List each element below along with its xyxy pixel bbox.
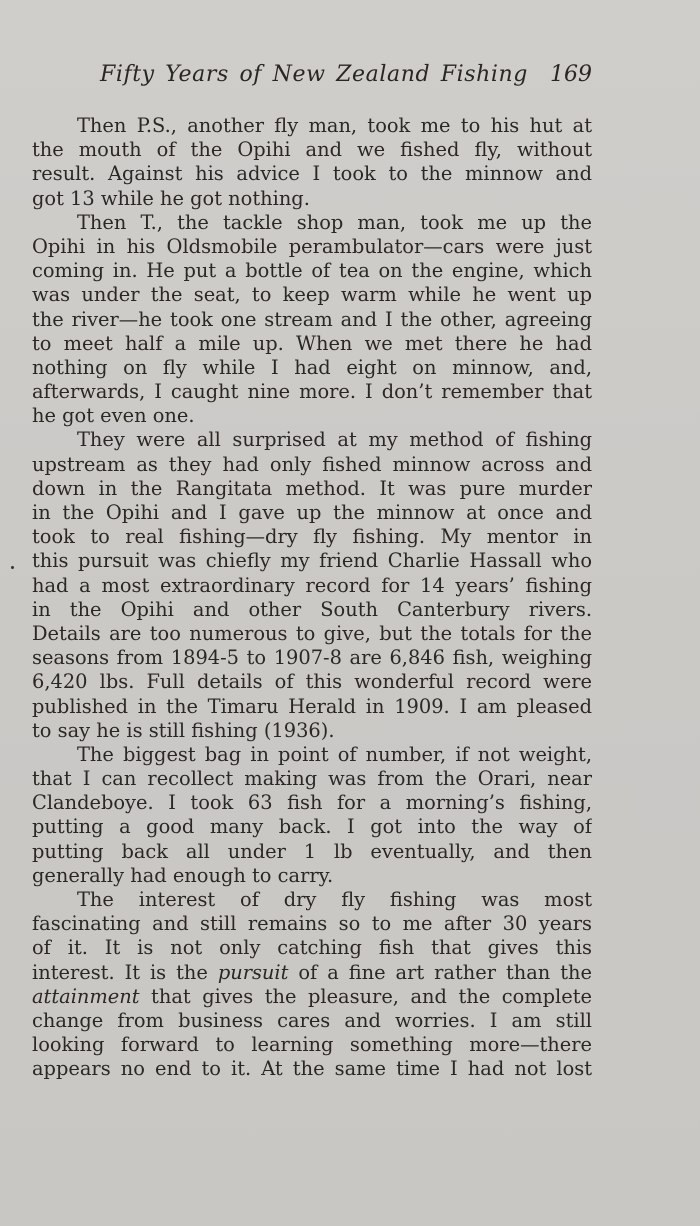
emphasis: attainment — [32, 984, 140, 1008]
margin-speck — [11, 566, 14, 569]
paragraph — [32, 743, 592, 888]
text-line: appears no end to it. At the same time I had not lost — [32, 1057, 592, 1081]
text-line: generally had enough to carry. — [32, 863, 334, 887]
text-line: fascinating and still remains so to me after 30 years — [32, 912, 592, 936]
body-text — [32, 114, 592, 1082]
text-line: Opihi in his Oldsmobile perambulator—cars were just — [32, 234, 592, 258]
text-line: this pursuit was chiefly my friend Charlie Hassall who — [32, 549, 592, 573]
text-line: coming in. He put a bottle of tea on the engine, which — [32, 259, 592, 283]
paragraph — [32, 211, 592, 429]
text-line: looking forward to learning something more—there — [32, 1033, 592, 1057]
text-line: down in the Rangitata method. It was pure murder — [32, 476, 592, 500]
text-line: that I can recollect making was from the Orari, near — [32, 767, 592, 791]
text-line: published in the Timaru Herald in 1909. I am pleased — [32, 694, 592, 718]
text-line: 6,420 lbs. Full details of this wonderful record were — [32, 670, 592, 694]
text-line: interest. It is the pursuit of a fine art rather than the — [32, 960, 592, 984]
text-line: of it. It is not only catching fish that gives this — [32, 936, 592, 960]
paragraph — [32, 428, 592, 742]
page-number: 169 — [550, 62, 592, 87]
running-header — [100, 62, 592, 96]
text-line: to meet half a mile up. When we met there he had — [32, 331, 592, 355]
text-line: putting back all under 1 lb eventually, and then — [32, 839, 592, 863]
text-line: The biggest bag in point of number, if not weight, — [77, 742, 592, 766]
paragraph — [32, 114, 592, 211]
text-line: upstream as they had only fished minnow across and — [32, 452, 592, 476]
text-line: Details are too numerous to give, but the totals for the — [32, 621, 592, 645]
text-line: in the Opihi and I gave up the minnow at once and — [32, 501, 592, 524]
emphasis: pursuit — [217, 960, 289, 984]
text-line: the river—he took one stream and I the other, agreeing — [32, 307, 592, 331]
text-line: he got even one. — [32, 404, 195, 428]
text-line: seasons from 1894-5 to 1907-8 are 6,846 fish, weighing — [32, 646, 592, 670]
text-line: got 13 while he got nothing. — [32, 186, 310, 210]
text-line: the mouth of the Opihi and we fished fly, without — [32, 138, 592, 162]
text-line: to say he is still fishing (1936). — [32, 718, 335, 742]
text-line: nothing on fly while I had eight on minnow, and, — [32, 355, 592, 379]
text-line: result. Against his advice I took to the minnow and — [32, 162, 592, 186]
running-title: Fifty Years of New Zealand Fishing — [100, 62, 528, 87]
text-line: Clandeboye. I took 63 fish for a morning’s fishing, — [32, 791, 592, 815]
text-line: attainment that gives the pleasure, and the complete — [32, 984, 592, 1008]
text-line: afterwards, I caught nine more. I don’t remember that — [32, 380, 592, 404]
text-line: was under the seat, to keep warm while he went up — [32, 283, 592, 307]
page-edge-smudge — [0, 0, 120, 14]
text-line: The interest of dry fly fishing was most — [77, 888, 592, 911]
text-line: Then P.S., another fly man, took me to his hut at — [77, 114, 592, 137]
text-line: putting a good many back. I got into the way of — [32, 815, 592, 839]
text-line: in the Opihi and other South Canterbury rivers. — [32, 597, 592, 621]
text-line: Then T., the tackle shop man, took me up the — [77, 210, 592, 234]
text-line: had a most extraordinary record for 14 years’ fishing — [32, 573, 592, 597]
text-line: They were all surprised at my method of fishing — [77, 428, 592, 452]
paragraph — [32, 888, 592, 1082]
text-line: change from business cares and worries. I am still — [32, 1008, 592, 1032]
text-line: took to real fishing—dry fly fishing. My mentor in — [32, 525, 592, 549]
